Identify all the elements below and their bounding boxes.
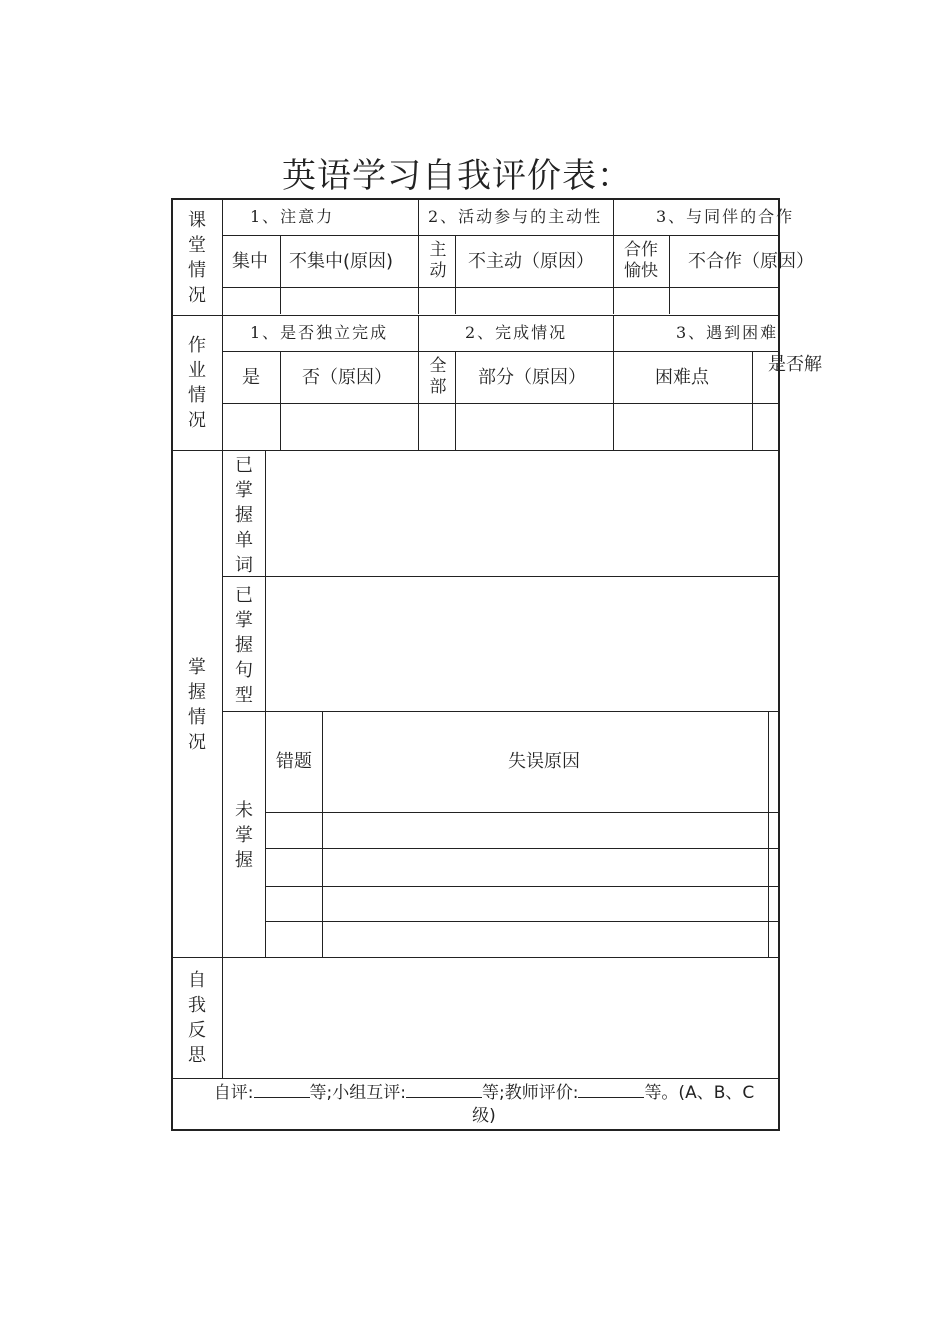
section-label-reflection: 自我反思 (188, 970, 206, 1066)
classroom-active-label: 主动 (429, 240, 447, 281)
homework-all-label: 全部 (429, 356, 447, 397)
group-rating-label: 小组互评: (332, 1083, 406, 1103)
grid-line (613, 199, 614, 314)
grid-line (418, 199, 419, 314)
grid-line (613, 316, 614, 450)
grid-line (280, 352, 281, 450)
grid-line (265, 921, 779, 922)
grade-scale-tail: 级) (472, 1106, 496, 1126)
classroom-header-attention: 1、注意力 (250, 207, 335, 226)
classroom-header-cooperation: 3、与同伴的合作 (656, 207, 795, 226)
grid-line (222, 287, 779, 288)
mastery-sentences-label: 已掌握句型 (235, 585, 253, 706)
group-rating-blank[interactable] (406, 1082, 482, 1098)
grid-line (172, 315, 779, 316)
homework-header-independent: 1、是否独立完成 (250, 323, 389, 342)
grid-line (222, 199, 223, 1079)
grid-line (752, 352, 753, 450)
classroom-focused-label: 集中 (232, 251, 268, 272)
grid-line (265, 812, 779, 813)
classroom-not-focused-label: 不集中(原因) (289, 251, 394, 272)
mastery-words-label: 已掌握单词 (235, 455, 253, 576)
section-label-classroom: 课堂情况 (188, 210, 206, 306)
grid-line (265, 886, 779, 887)
homework-difficulty-label: 困难点 (655, 367, 709, 388)
mastery-wrong-question-header: 错题 (276, 751, 312, 772)
teacher-rating-label: 教师评价: (504, 1083, 579, 1103)
grid-line (418, 316, 419, 450)
homework-partial-label: 部分（原因） (478, 367, 586, 388)
classroom-coop-happy-label: 合作愉快 (624, 240, 658, 281)
grid-line (222, 403, 779, 404)
classroom-not-coop-label: 不合作（原因） (688, 251, 814, 272)
homework-yes-label: 是 (242, 367, 260, 388)
grid-line (280, 236, 281, 314)
self-rating-suffix: 等; (309, 1083, 333, 1103)
grid-line (222, 235, 779, 236)
page-title: 英语学习自我评价表： (282, 156, 632, 196)
mastery-not-mastered-label: 未掌握 (235, 800, 253, 871)
grid-line (222, 711, 779, 712)
grid-line (222, 576, 779, 577)
grid-line (172, 957, 779, 958)
rating-footer (180, 1082, 788, 1128)
group-rating-suffix: 等; (481, 1083, 505, 1103)
section-label-homework: 作业情况 (188, 335, 206, 431)
grid-line (455, 236, 456, 314)
homework-no-label: 否（原因） (302, 367, 392, 388)
self-rating-blank[interactable] (254, 1082, 310, 1098)
grid-line (455, 352, 456, 450)
homework-header-difficulty: 3、遇到困难 (676, 323, 779, 342)
grid-line (265, 451, 266, 958)
homework-header-resolved: 是否解 (768, 354, 822, 375)
grid-line (172, 450, 779, 451)
section-label-mastery: 掌握情况 (188, 657, 206, 753)
grid-line (265, 848, 779, 849)
classroom-not-active-label: 不主动（原因） (468, 251, 594, 272)
self-rating-label: 自评: (213, 1083, 254, 1103)
teacher-rating-suffix: 等。(A、B、C (644, 1083, 755, 1103)
classroom-header-participation: 2、活动参与的主动性 (428, 207, 603, 226)
grid-line (669, 236, 670, 314)
teacher-rating-blank[interactable] (578, 1082, 644, 1098)
grid-line (172, 1078, 779, 1079)
mastery-error-reason-header: 失误原因 (508, 751, 580, 772)
grid-line (222, 351, 779, 352)
homework-header-completion: 2、完成情况 (465, 323, 568, 342)
